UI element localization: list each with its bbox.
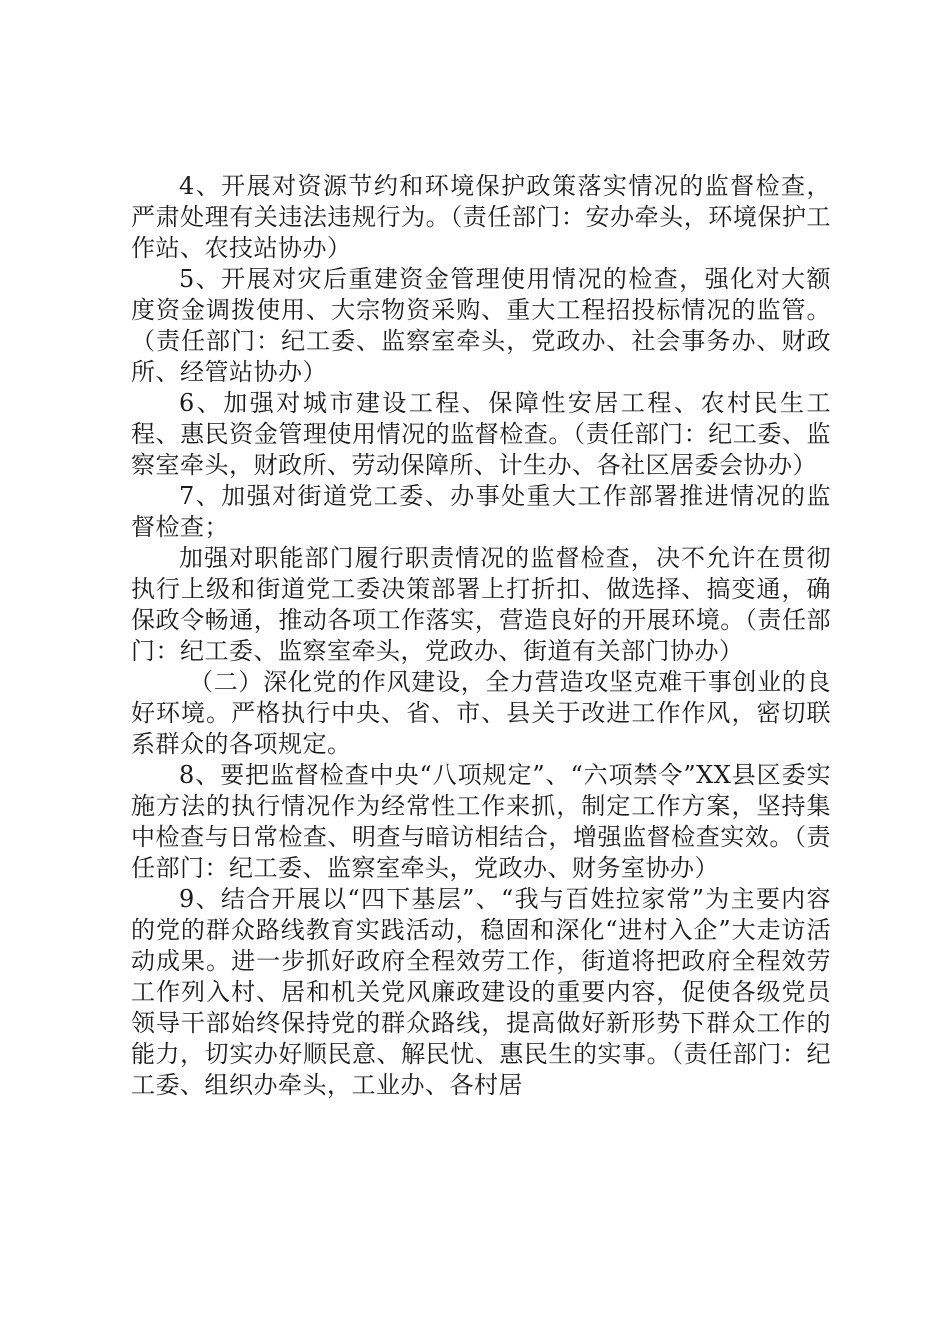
- paragraph-item-7-continued: 加强对职能部门履行职责情况的监督检查，决不允许在贯彻执行上级和街道党工委决策部署上打折扣、做选择、搞变通，确保政令畅通，推动各项工作落实，营造良好的开展环境。（责任部门：纪工委、监察室牵头，党政办、街道有关部门协办）: [131, 544, 831, 665]
- paragraph-item-4: 4、开展对资源节约和环境保护政策落实情况的监督检查，严肃处理有关违法违规行为。（责任部门：安办牵头，环境保护工作站、农技站协办）: [131, 172, 831, 262]
- paragraph-item-9: 9、结合开展以“四下基层”、“我与百姓拉家常”为主要内容的党的群众路线教育实践活动，稳固和深化“进村入企”大走访活动成果。进一步抓好政府全程效劳工作，街道将把政府全程效劳工作列入村、居和机关党风廉政建设的重要内容，促使各级党员领导干部始终保持党的群众路线，提高做好新形势下群众工作的能力，切实办好顺民意、解民忧、惠民生的实事。（责任部门：纪工委、组织办牵头，工业办、各村居: [131, 885, 831, 1099]
- paragraph-item-6: 6、加强对城市建设工程、保障性安居工程、农村民生工程、惠民资金管理使用情况的监督检查。（责任部门：纪工委、监察室牵头，财政所、劳动保障所、计生办、各社区居委会协办）: [131, 389, 831, 479]
- section-heading-2: （二）深化党的作风建设，全力营造攻坚克难干事创业的良好环境。严格执行中央、省、市、县关于改进工作作风，密切联系群众的各项规定。: [131, 668, 831, 758]
- paragraph-item-8: 8、要把监督检查中央“八项规定”、“六项禁令”XX县区委实施方法的执行情况作为经常性工作来抓，制定工作方案，坚持集中检查与日常检查、明查与暗访相结合，增强监督检查实效。（责任部门：纪工委、监察室牵头，党政办、财务室协办）: [131, 761, 831, 882]
- paragraph-item-5: 5、开展对灾后重建资金管理使用情况的检查，强化对大额度资金调拨使用、大宗物资采购、重大工程招投标情况的监管。（责任部门：纪工委、监察室牵头，党政办、社会事务办、财政所、经管站协办）: [131, 265, 831, 386]
- paragraph-item-7: 7、加强对街道党工委、办事处重大工作部署推进情况的监督检查；: [131, 482, 831, 541]
- document-body: [131, 171, 831, 1101]
